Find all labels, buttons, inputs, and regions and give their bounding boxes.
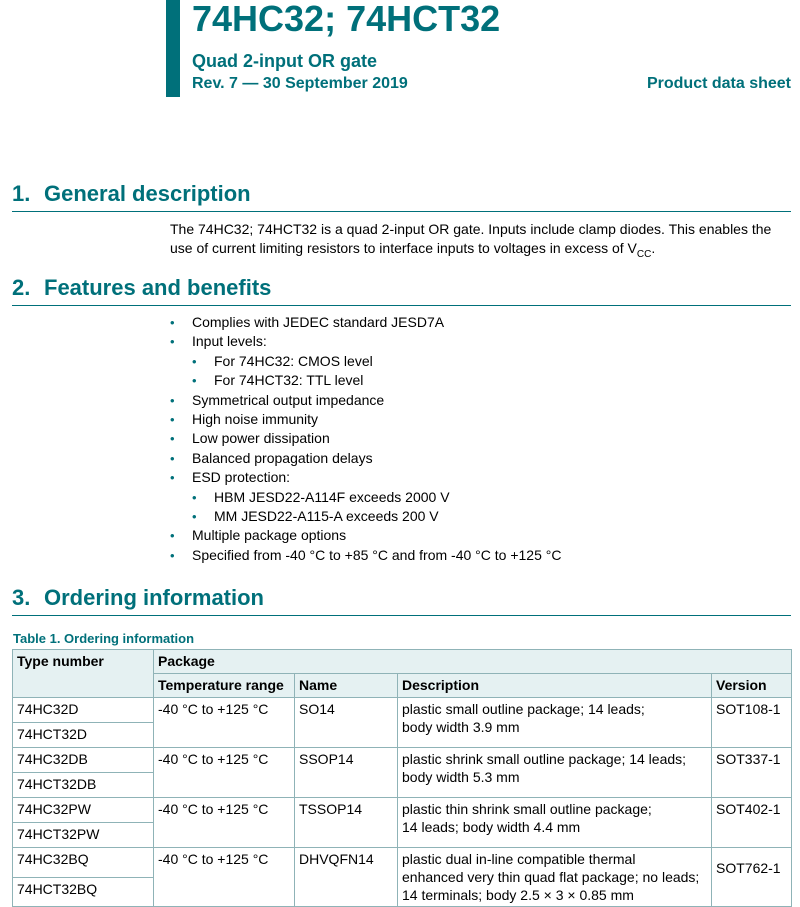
version-cell: SOT108-1: [712, 698, 792, 748]
feature-text: For 74HCT32: TTL level: [214, 372, 364, 389]
section-divider: [12, 211, 791, 212]
description-line: body width 3.9 mm: [402, 719, 520, 735]
feature-text: Low power dissipation: [192, 430, 330, 447]
description-line: plastic small outline package; 14 leads;: [402, 701, 645, 717]
table-caption: Table 1. Ordering information: [13, 631, 195, 646]
section-heading-ordering: [12, 585, 264, 611]
bullet-icon: •: [192, 508, 197, 524]
version-cell: [712, 848, 792, 907]
bullet-icon: •: [170, 411, 175, 427]
section-title: Ordering information: [44, 585, 264, 610]
bullet-icon: •: [170, 334, 175, 350]
section-heading-general-description: [12, 181, 251, 207]
section-divider: [12, 305, 791, 306]
ordering-table: [12, 649, 792, 907]
type-number-cell: 74HCT32D: [13, 723, 154, 748]
package-name-cell: SO14: [295, 698, 398, 748]
document-subtitle: Quad 2-input OR gate: [192, 51, 378, 71]
feature-text: Balanced propagation delays: [192, 449, 373, 466]
type-number-cell: 74HC32PW: [13, 798, 154, 823]
temperature-cell: -40 °C to +125 °C: [154, 848, 295, 907]
type-number-cell: 74HC32DB: [13, 748, 154, 773]
table-row: [13, 698, 792, 723]
feature-text: High noise immunity: [192, 410, 319, 427]
subscript: CC: [636, 248, 652, 260]
header-name: Name: [295, 674, 398, 698]
bullet-icon: •: [192, 373, 197, 389]
bullet-icon: •: [170, 450, 175, 466]
version-cell: SOT337-1: [712, 748, 792, 798]
feature-text: Multiple package options: [192, 527, 347, 544]
line-text: use of current limiting resistors to interface inputs to voltages in excess of V: [170, 240, 637, 256]
bullet-icon: •: [170, 431, 175, 447]
version-cell: SOT402-1: [712, 798, 792, 848]
type-number-cell: 74HCT32BQ: [13, 877, 154, 907]
section-divider: [12, 615, 791, 616]
section-number: 3.: [12, 585, 31, 610]
feature-text: Complies with JEDEC standard JESD7A: [192, 314, 445, 330]
temperature-cell: -40 °C to +125 °C: [154, 798, 295, 848]
document-type: Product data sheet: [646, 75, 791, 92]
package-name-cell: SSOP14: [295, 748, 398, 798]
section-title: General description: [44, 181, 251, 206]
table-header-row: [13, 650, 792, 674]
header-type-number: Type number: [13, 650, 154, 698]
description-line: enhanced very thin quad flat package; no leads;: [402, 869, 700, 885]
section-number: 2.: [12, 275, 31, 300]
description-line: plastic shrink small outline package; 14 leads;: [402, 751, 687, 767]
type-number-cell: 74HCT32PW: [13, 823, 154, 848]
feature-text: Specified from -40 °C to +85 °C and from -40 °C to +125 °C: [192, 546, 562, 563]
header-description: Description: [398, 674, 712, 698]
line-suffix: .: [651, 240, 656, 256]
type-number-cell: 74HCT32DB: [13, 773, 154, 798]
type-number-cell: 74HC32D: [13, 698, 154, 723]
feature-text: MM JESD22-A115-A exceeds 200 V: [214, 507, 439, 524]
description-line: plastic thin shrink small outline package;: [402, 801, 652, 817]
table-row: [13, 848, 792, 878]
general-description-line: The 74HC32; 74HCT32 is a quad 2-input OR gate. Inputs include clamp diodes. This enables the: [170, 221, 772, 237]
description-line: plastic dual in-line compatible thermal: [402, 851, 636, 867]
section-number: 1.: [12, 181, 31, 206]
general-description-paragraph: [170, 220, 784, 264]
general-description-line: [170, 239, 784, 264]
description-cell: [398, 798, 712, 848]
feature-text: For 74HC32: CMOS level: [214, 352, 373, 369]
description-line: 14 terminals; body 2.5 × 3 × 0.85 mm: [402, 887, 634, 903]
temperature-cell: -40 °C to +125 °C: [154, 698, 295, 748]
bullet-icon: •: [170, 470, 175, 486]
document-title: 74HC32; 74HCT32: [192, 0, 501, 39]
feature-text: HBM JESD22-A114F exceeds 2000 V: [214, 488, 450, 505]
temperature-cell: -40 °C to +125 °C: [154, 748, 295, 798]
description-cell: [398, 698, 712, 748]
header-package: Package: [154, 650, 792, 674]
package-name-cell: TSSOP14: [295, 798, 398, 848]
section-heading-features: [12, 275, 271, 301]
bullet-icon: •: [192, 353, 197, 369]
description-line: 14 leads; body width 4.4 mm: [402, 819, 581, 835]
header-version: Version: [712, 674, 792, 698]
bullet-icon: •: [170, 315, 175, 330]
bullet-icon: •: [192, 489, 197, 505]
revision-line: Rev. 7 — 30 September 2019: [192, 75, 408, 92]
table-row: [13, 798, 792, 823]
type-number-cell: 74HC32BQ: [13, 848, 154, 878]
feature-text: ESD protection:: [192, 469, 291, 486]
description-cell: [398, 748, 712, 798]
bullet-icon: •: [170, 528, 175, 544]
section-title: Features and benefits: [44, 275, 272, 300]
description-cell: [398, 848, 712, 907]
header-temperature-range: Temperature range: [154, 674, 295, 698]
bullet-icon: •: [170, 392, 175, 408]
feature-text: Symmetrical output impedance: [192, 391, 385, 408]
description-line: body width 5.3 mm: [402, 769, 520, 785]
feature-text: Input levels:: [192, 333, 267, 350]
package-name-cell: DHVQFN14: [295, 848, 398, 907]
table-row: [13, 748, 792, 773]
header-accent-bar: [166, 0, 180, 97]
version-text: SOT762-1: [716, 860, 781, 876]
bullet-icon: •: [170, 547, 175, 563]
